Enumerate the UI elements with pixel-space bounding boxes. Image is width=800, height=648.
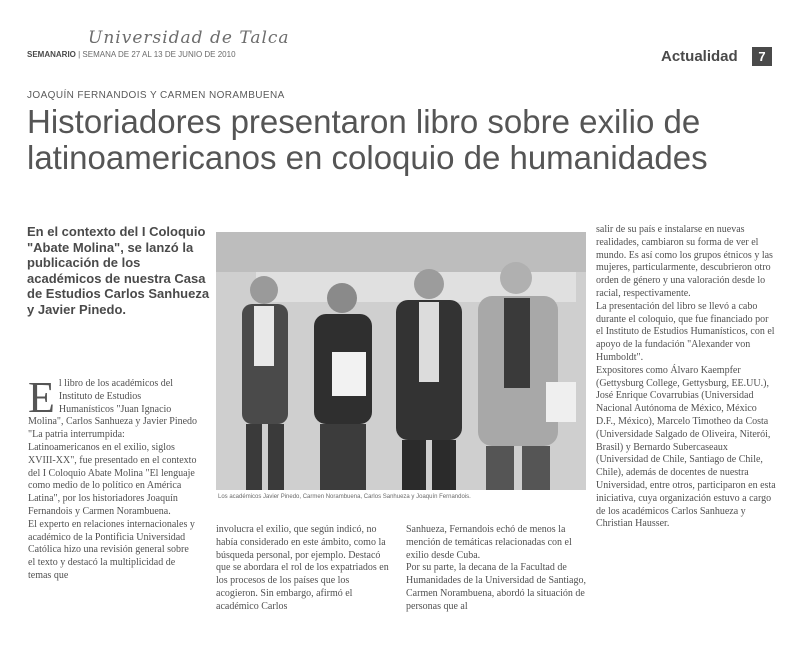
paragraph: El experto en relaciones internacionales y académico de la Pontificia Universidad Católica hizo una revisión general sobre el texto y destacó la multiplicidad de temas que — [28, 518, 195, 581]
group-photo-icon — [216, 232, 586, 490]
dropcap: E — [28, 373, 55, 422]
article-byline: JOAQUÍN FERNANDOIS Y CARMEN NORAMBUENA — [27, 90, 285, 101]
paragraph: salir de su país e instalarse en nuevas realidades, cambiaron su forma de ver el mundo. Es así como los grupos étnicos y las mujeres, particularmente, descubrieron otro orden de género y una valoración desde lo racial, respectivamente. — [596, 224, 773, 299]
paragraph: involucra el exilio, que según indicó, no había considerado en este ámbito, como la búsqueda personal, por ejemplo. Destacó que se abordara el rol de los expatriados en los procesos de los países que los acogieron. Sin embargo, afirmó el académico Carlos — [216, 524, 389, 612]
article-lead: En el contexto del I Coloquio "Abate Molina", se lanzó la publicación de los académicos de nuestra Casa de Estudios Carlos Sanhueza y Javier Pinedo. — [27, 224, 210, 317]
paragraph: l libro de los académicos del Instituto de Estudios Humanísticos "Juan Ignacio Molina", Carlos Sanhueza y Javier Pinedo "La patria interrumpida: Latinoamericanos en el exilio, siglos XVIII-XX", fue presentado en el contexto del I Coloquio Abate Molina "El lenguaje como medio de lo político en América Latina", por los historiadores Joaquín Fernandois y Carmen Norambuena. — [28, 378, 198, 517]
issue-line — [27, 50, 236, 59]
section-label: Actualidad — [661, 48, 738, 65]
article-column-3 — [406, 524, 586, 614]
issue-prefix: SEMANARIO — [27, 50, 76, 59]
paragraph: La presentación del libro se llevó a cabo durante el coloquio, que fue financiado por el Instituto de Estudios Humanísticos, con el apoyo de la fundación "Alexander von Humboldt". — [596, 300, 775, 363]
article-photo — [216, 232, 586, 490]
paragraph: Por su parte, la decana de la Facultad de Humanidades de la Universidad de Santiago, Carmen Norambuena, abordó la situación de personas que al — [406, 562, 586, 612]
article-column-2 — [216, 524, 391, 614]
article-column-1 — [28, 373, 198, 583]
university-logo: Universidad de Talca — [88, 28, 290, 48]
photo-caption: Los académicos Javier Pinedo, Carmen Norambuena, Carlos Sanhueza y Joaquín Fernandois. — [218, 494, 471, 500]
paragraph: Sanhueza, Fernandois echó de menos la mención de temáticas relacionadas con el exilio desde Cuba. — [406, 524, 572, 561]
article-column-4 — [596, 224, 776, 531]
issue-date: | SEMANA DE 27 AL 13 DE JUNIO DE 2010 — [75, 50, 236, 59]
article-headline: Historiadores presentaron libro sobre exilio de latinoamericanos en coloquio de humanidades — [27, 103, 708, 176]
paragraph: Expositores como Álvaro Kaempfer (Gettysburg College, Gettysburg, EE.UU.), José Enrique Covarrubias (Universidad Nacional Autónoma de México, México D.F., México), Marcelo Timotheo da Costa (Universidade Salgado de Oliveira, Niterói, Brasil) y Bernardo Subercaseaux (Universidad de Chile, Santiago de Chile, Chile), además de docentes de nuestra Universidad, entre otros, participaron en esta iniciativa, cuya organización estuvo a cargo de los académicos Carlos Sanhueza y Christian Hausser. — [596, 364, 776, 530]
page-number: 7 — [752, 47, 772, 66]
